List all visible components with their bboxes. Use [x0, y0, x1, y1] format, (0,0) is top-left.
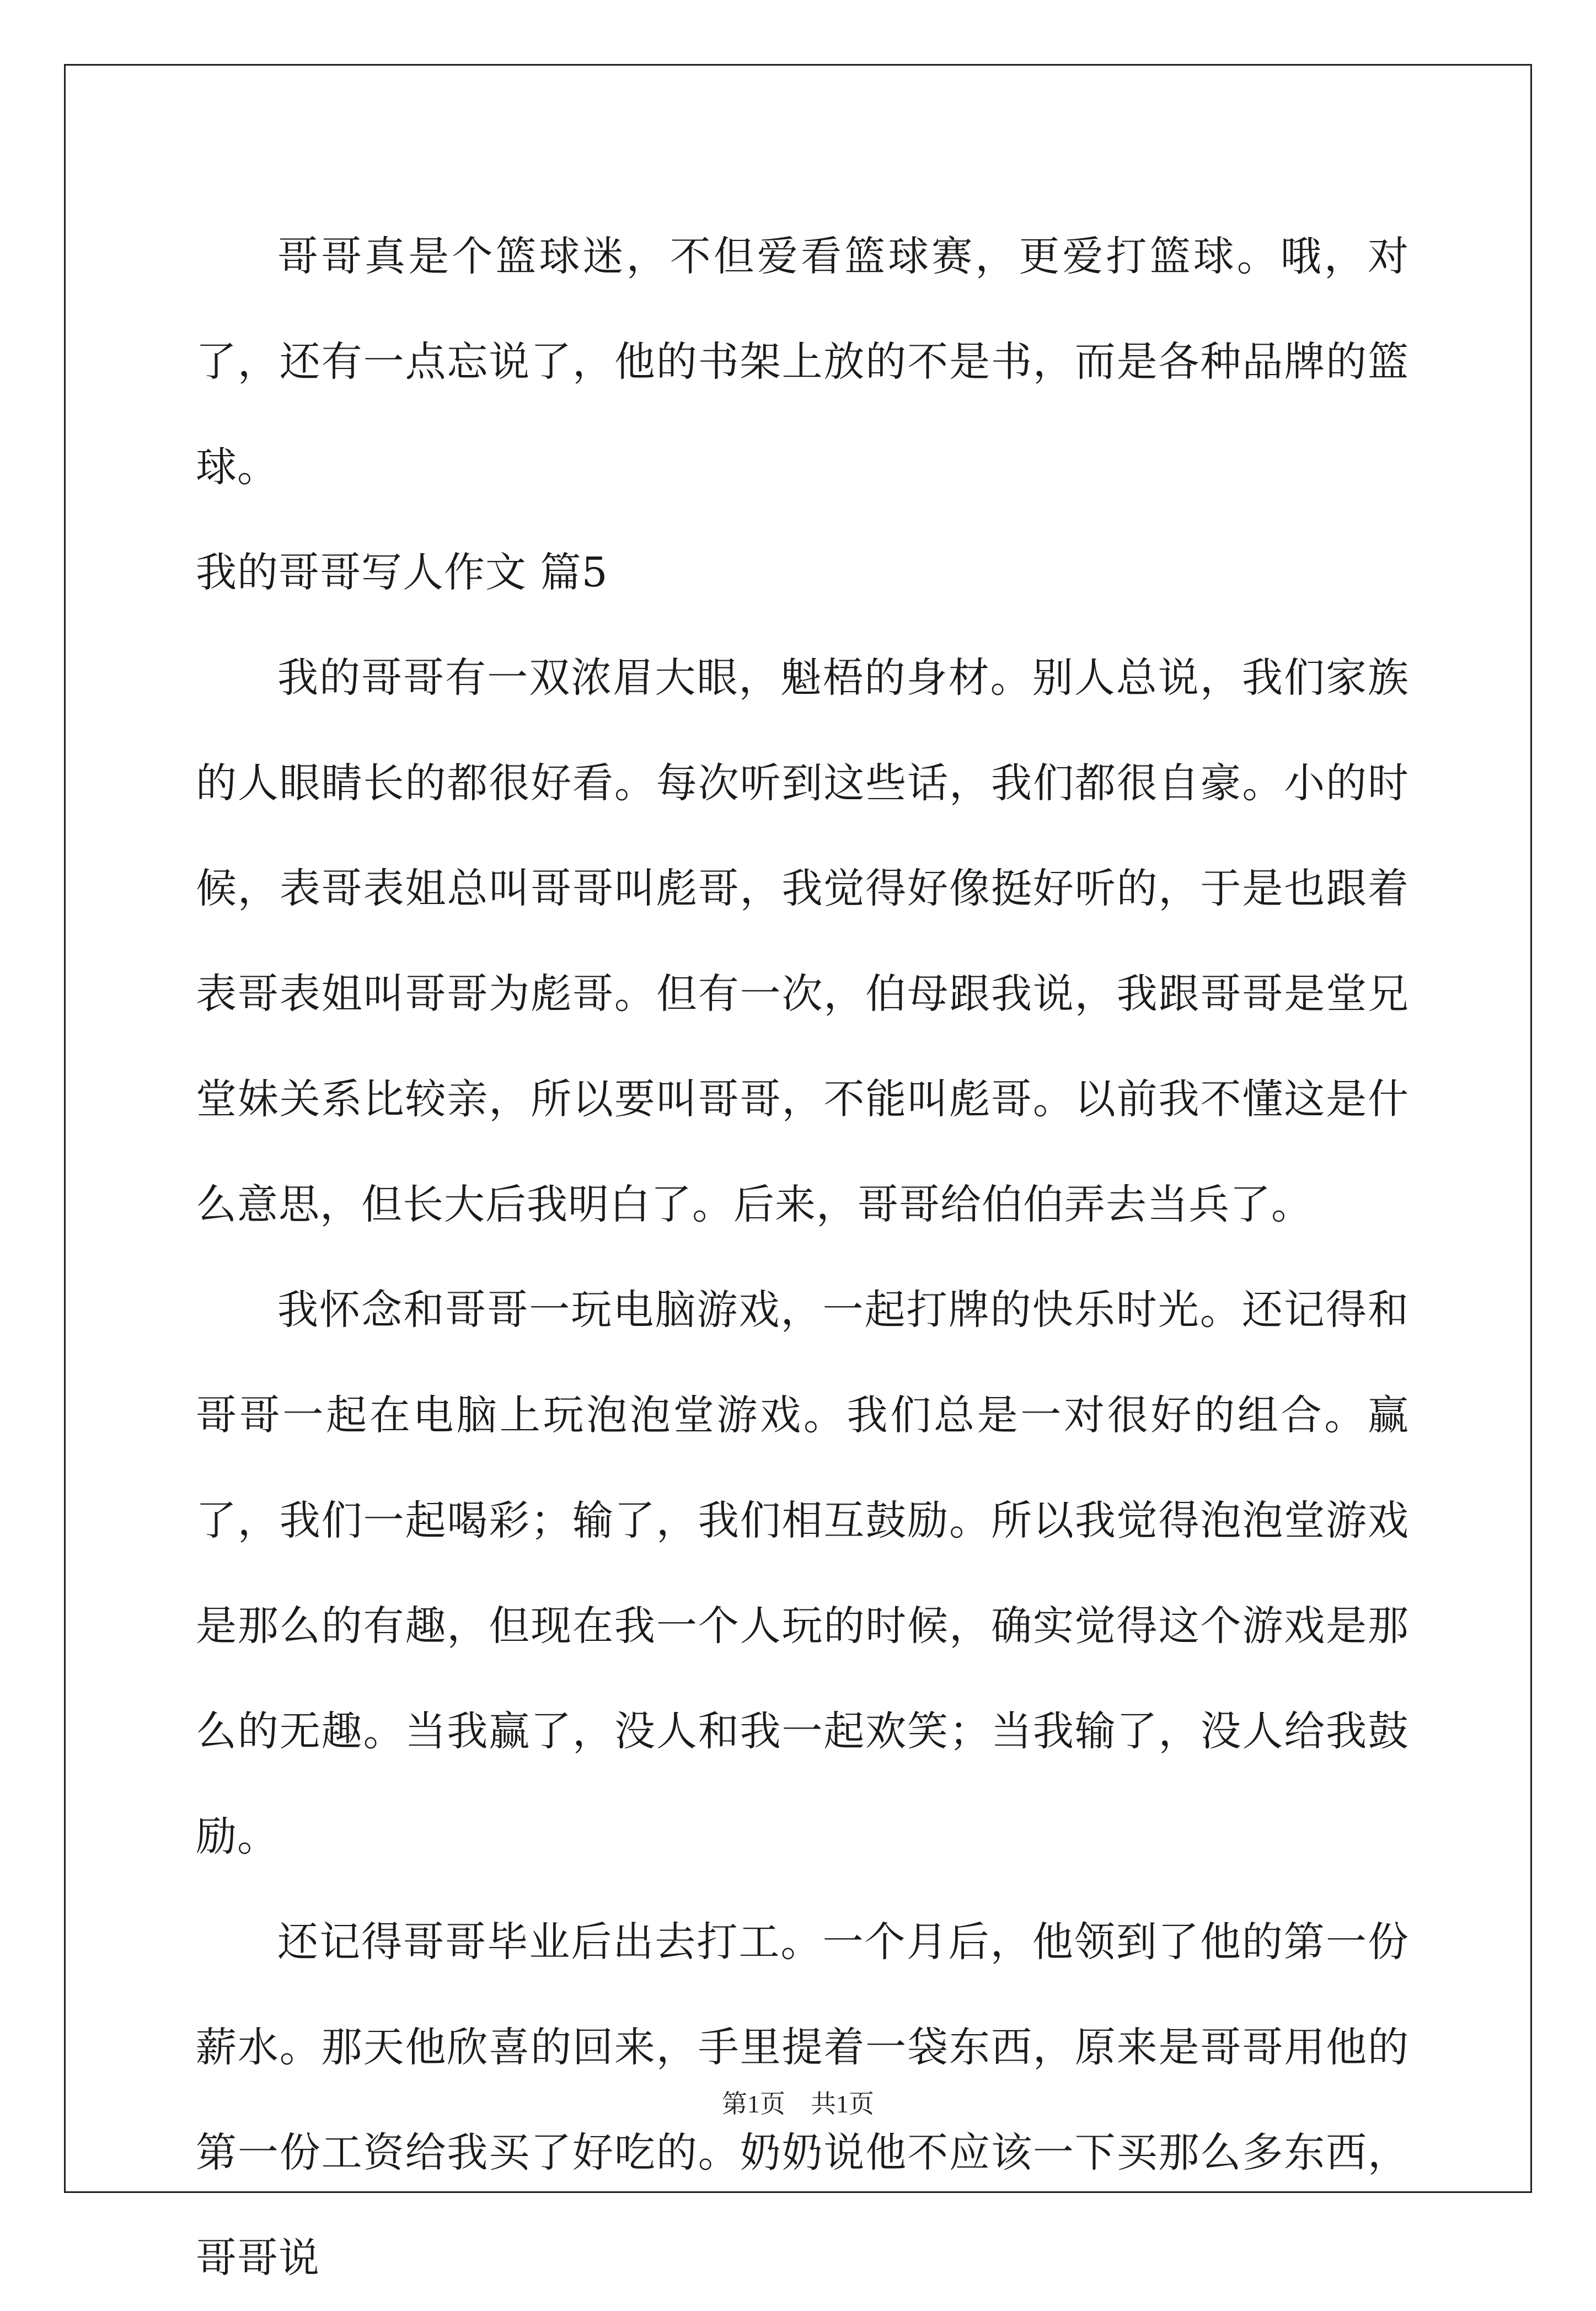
- section-heading: 我的哥哥写人作文 篇5: [196, 549, 608, 596]
- paragraph-first-salary: 还记得哥哥毕业后出去打工。一个月后，他领到了他的第一份薪水。那天他欣喜的回来，手里提着一袋东西，原来是哥哥用他的第一份工资给我买了好吃的。奶奶说他不应该一下买那么多东西，哥哥说: [196, 1918, 1409, 2282]
- paragraph-appearance: 我的哥哥有一双浓眉大眼，魁梧的身材。别人总说，我们家族的人眼睛长的都很好看。每次听到这些话，我们都很自豪。小的时候，表哥表姐总叫哥哥叫彪哥，我觉得好像挺好听的，于是也跟着表哥表姐叫哥哥为彪哥。但有一次，伯母跟我说，我跟哥哥是堂兄堂妹关系比较亲，所以要叫哥哥，不能叫彪哥。以前我不懂这是什么意思，但长大后我明白了。后来，哥哥给伯伯弄去当兵了。: [196, 654, 1409, 1228]
- paragraph-basketball: 哥哥真是个篮球迷，不但爱看篮球赛，更爱打篮球。哦，对了，还有一点忘说了，他的书架上放的不是书，而是各种品牌的篮球。: [196, 233, 1409, 491]
- paragraph-games: 我怀念和哥哥一玩电脑游戏，一起打牌的快乐时光。还记得和哥哥一起在电脑上玩泡泡堂游戏。我们总是一对很好的组合。赢了，我们一起喝彩；输了，我们相互鼓励。所以我觉得泡泡堂游戏是那么的有趣，但现在我一个人玩的时候，确实觉得这个游戏是那么的无趣。当我赢了，没人和我一起欢笑；当我输了，没人给我鼓励。: [196, 1286, 1409, 1860]
- page-footer: 第1页 共1页: [722, 2090, 874, 2118]
- document-body: [196, 204, 1409, 2311]
